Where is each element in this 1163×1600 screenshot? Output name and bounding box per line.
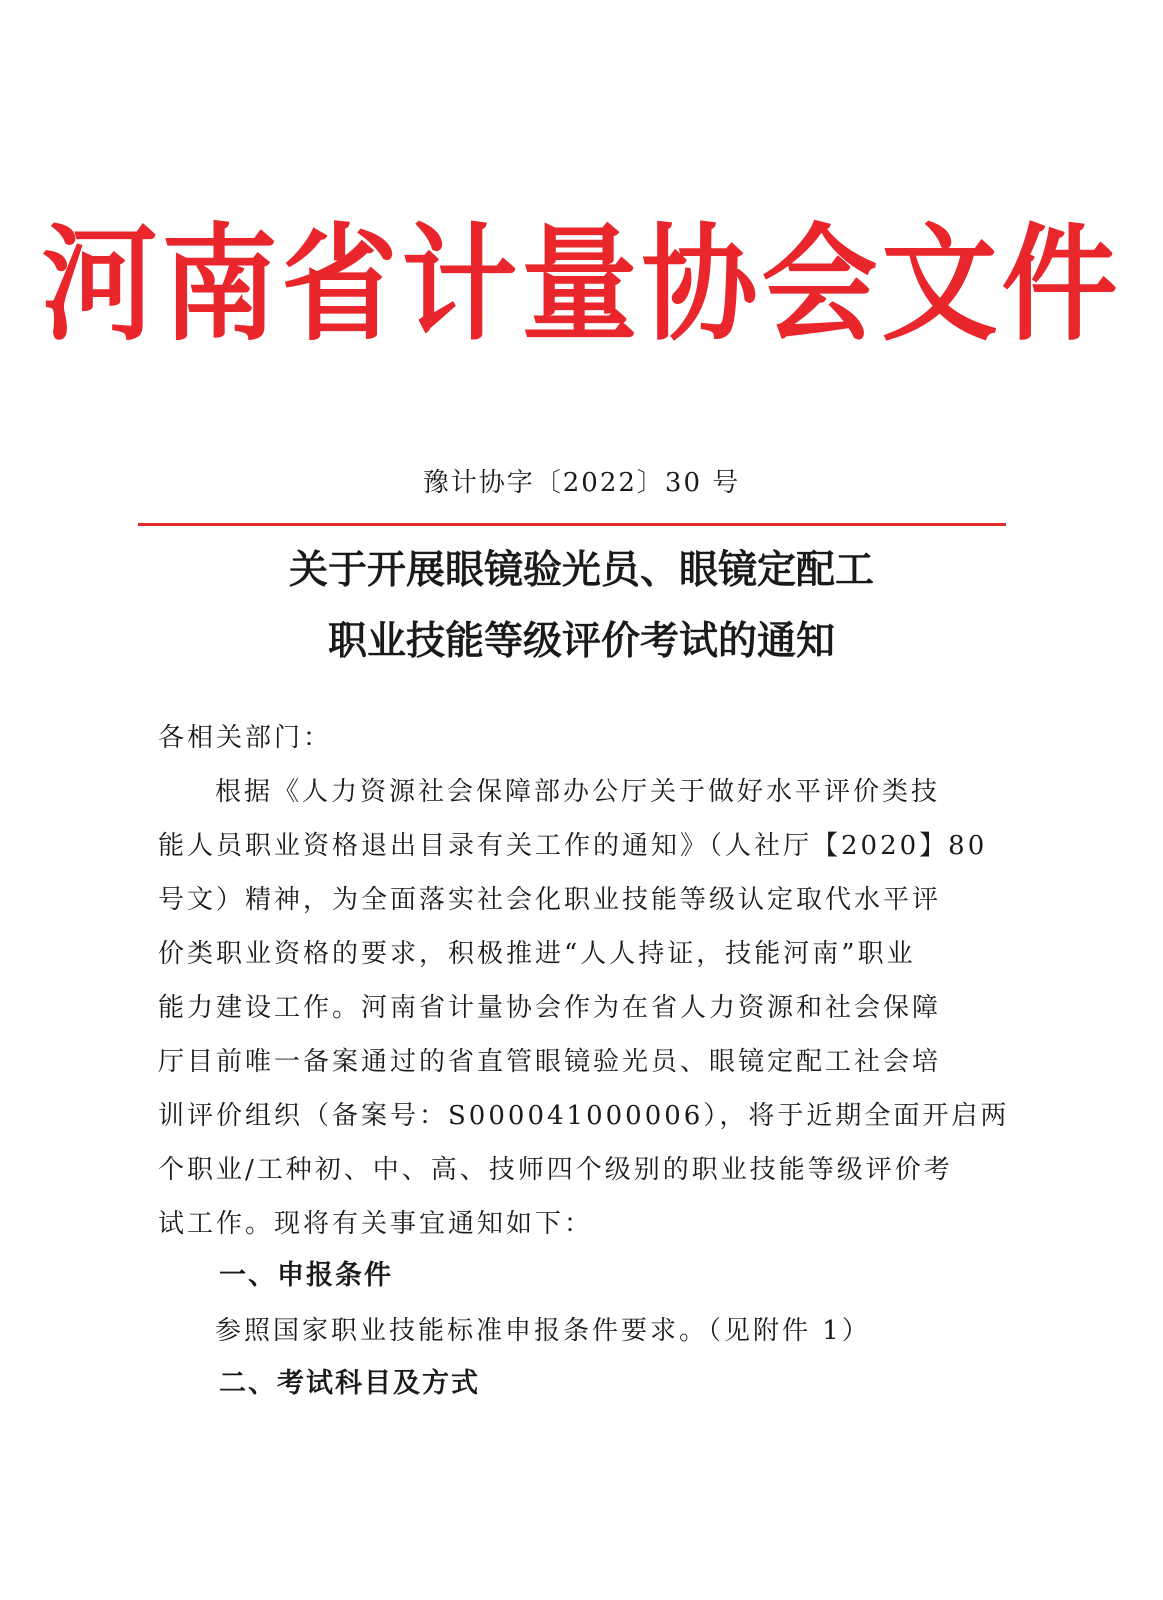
body-paragraph-line: 价类职业资格的要求，积极推进“人人持证，技能河南”职业 bbox=[158, 939, 916, 969]
body-paragraph-line: 个职业/工种初、中、高、技师四个级别的职业技能等级评价考 bbox=[158, 1155, 953, 1185]
section-heading: 二、考试科目及方式 bbox=[219, 1368, 480, 1399]
notice-title-line-1: 关于开展眼镜验光员、眼镜定配工 bbox=[288, 548, 874, 593]
section-text: 参照国家职业技能标准申报条件要求。（见附件 1） bbox=[215, 1316, 871, 1346]
body-paragraph-line: 训评价组织（备案号：S000041000006），将于近期全面开启两 bbox=[158, 1101, 1010, 1131]
salutation: 各相关部门： bbox=[158, 723, 333, 753]
section-heading: 一、申报条件 bbox=[219, 1260, 393, 1291]
body-paragraph-line: 厅目前唯一备案通过的省直管眼镜验光员、眼镜定配工社会培 bbox=[158, 1047, 942, 1077]
body-paragraph-line: 能人员职业资格退出目录有关工作的通知》（人社厅【2020】80 bbox=[158, 831, 988, 861]
body-paragraph-line: 号文）精神，为全面落实社会化职业技能等级认定取代水平评 bbox=[158, 885, 942, 915]
notice-title-line-2: 职业技能等级评价考试的通知 bbox=[327, 619, 835, 664]
masthead-title: 河南省计量协会文件 bbox=[41, 211, 1122, 359]
body-paragraph-line: 试工作。现将有关事宜通知如下： bbox=[158, 1209, 594, 1239]
body-paragraph-line: 能力建设工作。河南省计量协会作为在省人力资源和社会保障 bbox=[158, 993, 942, 1023]
body-paragraph-line: 根据《人力资源社会保障部办公厅关于做好水平评价类技 bbox=[215, 777, 941, 807]
document-number: 豫计协字〔2022〕30 号 bbox=[422, 468, 741, 498]
red-divider-line bbox=[138, 523, 1006, 526]
